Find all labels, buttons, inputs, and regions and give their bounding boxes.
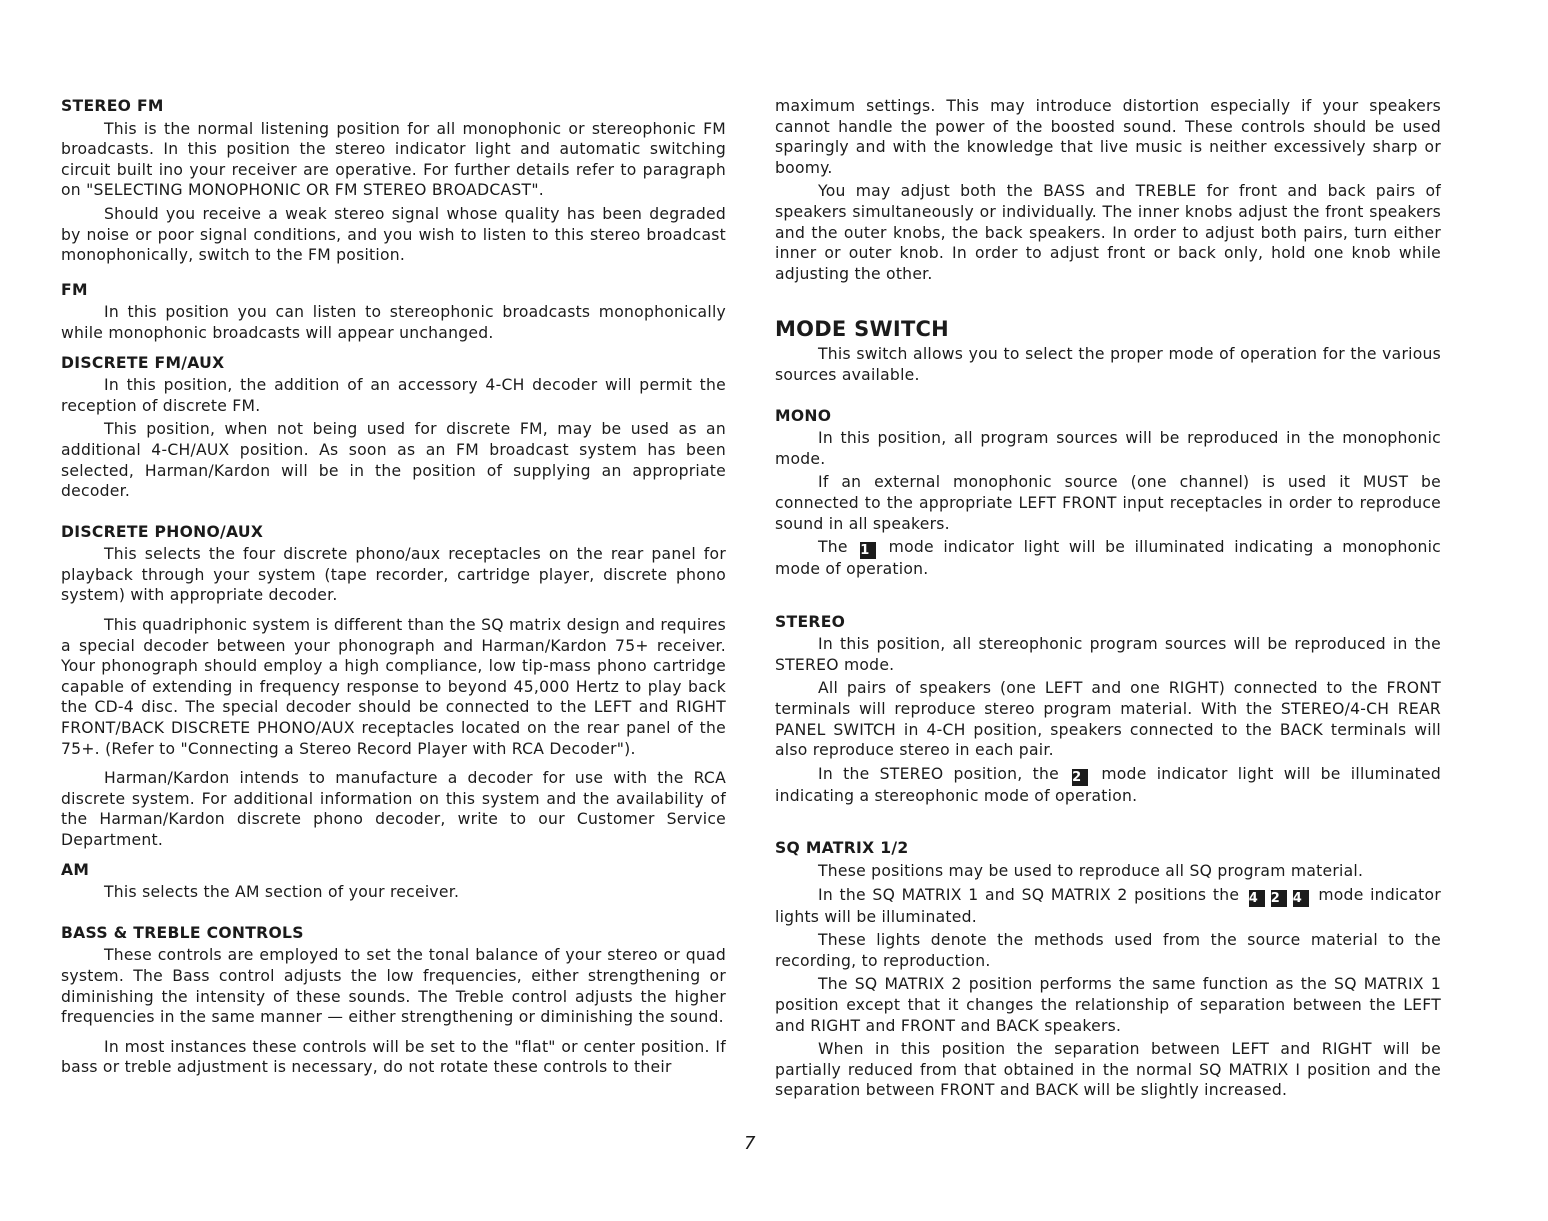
stereo-paragraph-2: All pairs of speakers (one LEFT and one RIGHT) connected to the FRONT terminals will reproduce stereo program material. With the STEREO/4-CH REAR PANEL SWITCH in 4-CH position, speakers connected to the BACK terminals will also reproduce stereo in each pair. <box>775 679 1441 760</box>
sq-matrix-p2-before: In the SQ MATRIX 1 and SQ MATRIX 2 positions the <box>818 885 1240 904</box>
sq-matrix-paragraph-1: These positions may be used to reproduce all SQ program material. <box>818 862 1364 881</box>
sq-matrix-p2-after: mode indicator lights will be illuminated. <box>775 885 1441 926</box>
section-fm <box>61 280 726 344</box>
right-column <box>775 96 1441 1104</box>
page-number: 7 <box>744 1133 756 1154</box>
heading-bass-treble: BASS & TREBLE CONTROLS <box>61 923 304 942</box>
section-bass-treble <box>61 923 726 1078</box>
section-stereo <box>775 612 1441 807</box>
bass-treble-continued-paragraph-2: You may adjust both the BASS and TREBLE for front and back pairs of speakers simultaneously or individually. The inner knobs adjust the front speakers and the outer knobs, the back speakers. In order to adjust both pairs, turn either inner or outer knob. In order to adjust front or back only, hold one knob while adjusting the other. <box>775 182 1441 283</box>
bass-treble-paragraph-1: These controls are employed to set the tonal balance of your stereo or quad system. The Bass control adjusts the low frequencies, either strengthening or diminishing the intensity of these sounds. The Treble control adjusts the higher frequencies in the same manner — either strengthening or diminishing the sound. <box>61 946 726 1027</box>
bass-treble-continued-paragraph-1: maximum settings. This may introduce distortion especially if your speakers cannot handle the power of the boosted sound. These controls should be used sparingly and with the knowledge that live music is neither excessively sharp or boomy. <box>775 97 1441 177</box>
discrete-phono-aux-paragraph-1: This selects the four discrete phono/aux receptacles on the rear panel for playback through your system (tape recorder, cartridge player, discrete phono system) with appropriate decoder. <box>61 545 726 605</box>
mode-indicator-4a-icon: 4 <box>1249 890 1265 907</box>
discrete-fm-aux-paragraph-1: In this position, the addition of an accessory 4-CH decoder will permit the reception of discrete FM. <box>61 376 726 415</box>
left-column <box>61 96 726 1081</box>
stereo-paragraph-1: In this position, all stereophonic program sources will be reproduced in the STEREO mode. <box>775 635 1441 674</box>
heading-am: AM <box>61 860 90 879</box>
sq-matrix-paragraph-4: The SQ MATRIX 2 position performs the same function as the SQ MATRIX 1 position except that it changes the relationship of separation between the LEFT and RIGHT and FRONT and BACK speakers. <box>775 975 1441 1035</box>
fm-paragraph-1: In this position you can listen to stereophonic broadcasts monophonically while monophonic broadcasts will appear unchanged. <box>61 303 726 342</box>
section-bass-treble-continued <box>775 96 1441 284</box>
discrete-phono-aux-paragraph-3: Harman/Kardon intends to manufacture a decoder for use with the RCA discrete system. For additional information on this system and the availability of the Harman/Kardon discrete phono decoder, write to our Customer Service Department. <box>61 769 726 849</box>
stereo-p3-after: mode indicator light will be illuminated indicating a stereophonic mode of operation. <box>775 764 1441 805</box>
am-paragraph-1: This selects the AM section of your receiver. <box>104 883 460 902</box>
sq-matrix-paragraph-5: When in this position the separation between LEFT and RIGHT will be partially reduced from that obtained in the normal SQ MATRIX I position and the separation between FRONT and BACK will be slightly increased. <box>775 1040 1441 1100</box>
section-discrete-phono-aux <box>61 522 726 851</box>
heading-stereo-fm: STEREO FM <box>61 97 164 115</box>
mode-indicator-4b-icon: 4 <box>1293 890 1309 907</box>
section-mode-switch <box>775 316 1441 385</box>
heading-stereo: STEREO <box>775 612 846 631</box>
mono-paragraph-1: In this position, all program sources will be reproduced in the monophonic mode. <box>775 429 1441 468</box>
mono-p3-before: The <box>818 538 858 557</box>
discrete-phono-aux-paragraph-2: This quadriphonic system is different than the SQ matrix design and requires a special decoder between your phonograph and Harman/Kardon 75+ receiver. Your phonograph should employ a high compliance, low tip-mass phono cartridge capable of extending in frequency response to beyond 45,000 Hertz to play back the CD-4 disc. The special decoder should be connected to the LEFT and RIGHT FRONT/BACK DISCRETE PHONO/AUX receptacles located on the rear panel of the 75+. (Refer to "Connecting a Stereo Record Player with RCA Decoder"). <box>61 616 726 758</box>
bass-treble-paragraph-2: In most instances these controls will be set to the "flat" or center position. If bass or treble adjustment is necessary, do not rotate these controls to their <box>61 1037 726 1077</box>
heading-discrete-phono-aux: DISCRETE PHONO/AUX <box>61 522 264 541</box>
discrete-fm-aux-paragraph-2: This position, when not being used for discrete FM, may be used as an additional 4-CH/AUX position. As soon as an FM broadcast system has been selected, Harman/Kardon will be in the position of supplying an appropriate decoder. <box>61 420 726 501</box>
stereo-fm-paragraph-1: This is the normal listening position for all monophonic or stereophonic FM broadcasts. In this position the stereo indicator light and automatic switching circuit built ino your receiver are operative. For further details refer to paragraph on "SELECTING MONOPHONIC OR FM STEREO BROADCAST". <box>61 119 726 200</box>
mode-indicator-1-icon: 1 <box>860 542 876 559</box>
mode-indicator-2-icon: 2 <box>1072 769 1088 786</box>
mono-p3-after: mode indicator light will be illuminated indicating a monophonic mode of operation. <box>775 538 1441 579</box>
stereo-fm-paragraph-2: Should you receive a weak stereo signal whose quality has been degraded by noise or poor signal conditions, and you wish to listen to this stereo broadcast monophonically, switch to the FM position. <box>61 204 726 265</box>
heading-mode-switch: MODE SWITCH <box>775 317 950 342</box>
mode-switch-paragraph-1: This switch allows you to select the proper mode of operation for the various sources available. <box>775 345 1441 384</box>
mono-paragraph-2: If an external monophonic source (one channel) is used it MUST be connected to the appropriate LEFT FRONT input receptacles in order to reproduce sound in all speakers. <box>775 473 1441 533</box>
stereo-p3-before: In the STEREO position, the <box>818 764 1070 783</box>
mono-paragraph-3 <box>775 537 1441 580</box>
section-stereo-fm <box>61 96 726 266</box>
heading-discrete-fm-aux: DISCRETE FM/AUX <box>61 353 225 372</box>
heading-fm: FM <box>61 280 88 299</box>
heading-mono: MONO <box>775 406 832 425</box>
mode-indicator-2b-icon: 2 <box>1271 890 1287 907</box>
section-sq-matrix <box>775 838 1441 1101</box>
section-discrete-fm-aux <box>61 353 726 502</box>
sq-matrix-paragraph-2 <box>775 885 1441 928</box>
sq-matrix-paragraph-3: These lights denote the methods used from the source material to the recording, to reproduction. <box>775 931 1441 970</box>
section-mono <box>775 406 1441 580</box>
heading-sq-matrix: SQ MATRIX 1/2 <box>775 839 909 858</box>
stereo-paragraph-3 <box>775 764 1441 807</box>
section-am <box>61 860 726 903</box>
